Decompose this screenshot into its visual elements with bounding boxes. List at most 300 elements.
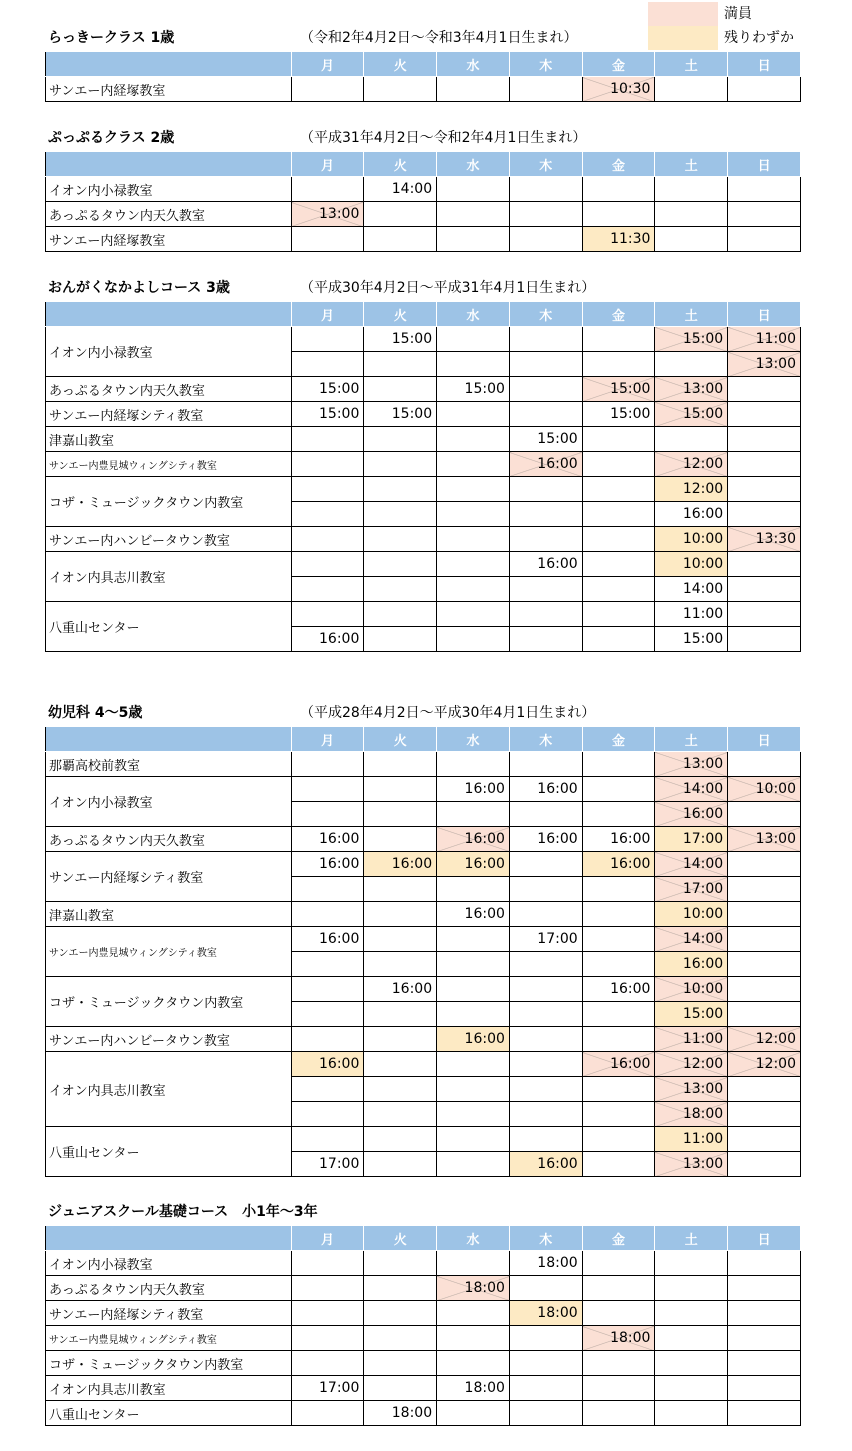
time-slot-full: 18:00 xyxy=(655,1102,728,1127)
time-slot xyxy=(291,1102,364,1127)
day-header: 金 xyxy=(582,152,655,177)
time-slot-full: 11:00 xyxy=(655,1027,728,1052)
time-slot xyxy=(655,427,728,452)
time-slot: 16:00 xyxy=(655,502,728,527)
time-slot-full: 16:00 xyxy=(509,452,582,477)
time-slot xyxy=(509,377,582,402)
time-slot-full: 14:00 xyxy=(655,852,728,877)
classroom-row xyxy=(46,177,801,202)
classroom-name: サンエー内豊見城ウィングシティ教室 xyxy=(46,452,292,477)
time-slot xyxy=(509,402,582,427)
time-slot xyxy=(582,352,655,377)
time-slot xyxy=(364,877,437,902)
time-slot xyxy=(509,1276,582,1301)
schedule-table xyxy=(45,1225,801,1426)
classroom-name: サンエー内経塚シティ教室 xyxy=(46,402,292,427)
day-header-row xyxy=(46,1226,801,1251)
day-header-row xyxy=(46,727,801,752)
time-slot xyxy=(364,1326,437,1351)
schedule-table xyxy=(45,151,801,252)
time-slot xyxy=(509,577,582,602)
classroom-row xyxy=(46,977,801,1002)
time-slot: 14:00 xyxy=(364,177,437,202)
time-slot xyxy=(437,452,510,477)
time-slot xyxy=(364,427,437,452)
day-header: 月 xyxy=(291,1226,364,1251)
day-header: 金 xyxy=(582,1226,655,1251)
time-slot xyxy=(728,802,801,827)
time-slot xyxy=(291,952,364,977)
time-slot xyxy=(728,877,801,902)
time-slot xyxy=(509,1127,582,1152)
section-birth-range: （令和2年4月2日～令和3年4月1日生まれ） xyxy=(300,30,578,46)
time-slot xyxy=(437,227,510,252)
time-slot xyxy=(582,477,655,502)
time-slot xyxy=(291,602,364,627)
time-slot xyxy=(291,1301,364,1326)
time-slot xyxy=(728,952,801,977)
time-slot xyxy=(291,452,364,477)
time-slot xyxy=(655,1351,728,1376)
day-header: 月 xyxy=(291,52,364,77)
time-slot-full: 11:00 xyxy=(728,327,801,352)
time-slot: 16:00 xyxy=(509,777,582,802)
time-slot xyxy=(509,977,582,1002)
time-slot xyxy=(291,752,364,777)
time-slot xyxy=(728,927,801,952)
day-header: 火 xyxy=(364,152,437,177)
time-slot-few: 16:00 xyxy=(582,852,655,877)
time-slot xyxy=(509,352,582,377)
time-slot: 16:00 xyxy=(291,852,364,877)
time-slot xyxy=(364,77,437,102)
classroom-row xyxy=(46,752,801,777)
time-slot xyxy=(364,802,437,827)
time-slot xyxy=(728,752,801,777)
classroom-name: 津嘉山教室 xyxy=(46,427,292,452)
time-slot xyxy=(728,577,801,602)
time-slot xyxy=(437,527,510,552)
classroom-name: 津嘉山教室 xyxy=(46,902,292,927)
section-title: ジュニアスクール基礎コース 小1年～3年 xyxy=(48,1204,318,1220)
time-slot xyxy=(582,927,655,952)
time-slot xyxy=(582,952,655,977)
time-slot xyxy=(728,1326,801,1351)
time-slot xyxy=(364,477,437,502)
time-slot xyxy=(364,902,437,927)
time-slot xyxy=(728,1276,801,1301)
time-slot-full: 13:00 xyxy=(728,352,801,377)
time-slot xyxy=(509,902,582,927)
day-header: 金 xyxy=(582,52,655,77)
day-header: 日 xyxy=(728,727,801,752)
time-slot xyxy=(364,777,437,802)
classroom-row xyxy=(46,1376,801,1401)
classroom-name: あっぷるタウン内天久教室 xyxy=(46,827,292,852)
classroom-name: イオン内小禄教室 xyxy=(46,777,292,827)
day-header: 月 xyxy=(291,152,364,177)
time-slot xyxy=(291,802,364,827)
time-slot-full: 13:00 xyxy=(291,202,364,227)
time-slot-full: 13:00 xyxy=(655,1152,728,1177)
time-slot xyxy=(291,502,364,527)
time-slot xyxy=(437,77,510,102)
time-slot xyxy=(437,752,510,777)
schedule-table xyxy=(45,726,801,1177)
time-slot-full: 14:00 xyxy=(655,927,728,952)
time-slot-few: 16:00 xyxy=(437,1027,510,1052)
time-slot xyxy=(582,1351,655,1376)
time-slot xyxy=(364,1152,437,1177)
time-slot: 16:00 xyxy=(437,777,510,802)
time-slot xyxy=(291,1077,364,1102)
classroom-row xyxy=(46,902,801,927)
time-slot xyxy=(291,1351,364,1376)
time-slot xyxy=(655,1251,728,1276)
classroom-column-header xyxy=(46,302,292,327)
time-slot xyxy=(437,1127,510,1152)
time-slot-full: 10:30 xyxy=(582,77,655,102)
time-slot: 16:00 xyxy=(291,627,364,652)
time-slot xyxy=(437,1401,510,1426)
time-slot-full: 16:00 xyxy=(655,802,728,827)
time-slot xyxy=(437,1002,510,1027)
time-slot xyxy=(364,1276,437,1301)
time-slot xyxy=(291,352,364,377)
time-slot xyxy=(582,1127,655,1152)
time-slot-few: 17:00 xyxy=(655,827,728,852)
time-slot xyxy=(728,1002,801,1027)
time-slot-full: 14:00 xyxy=(655,777,728,802)
time-slot xyxy=(291,902,364,927)
time-slot xyxy=(509,1102,582,1127)
classroom-row xyxy=(46,1326,801,1351)
time-slot xyxy=(728,977,801,1002)
time-slot-full: 13:30 xyxy=(728,527,801,552)
schedule-section xyxy=(0,1200,852,1426)
time-slot xyxy=(291,1326,364,1351)
time-slot xyxy=(582,627,655,652)
time-slot xyxy=(437,202,510,227)
classroom-row xyxy=(46,477,801,502)
time-slot xyxy=(655,1401,728,1426)
section-header xyxy=(0,701,852,726)
time-slot xyxy=(364,752,437,777)
time-slot-full: 15:00 xyxy=(655,402,728,427)
legend-full xyxy=(648,2,848,26)
time-slot xyxy=(437,1152,510,1177)
time-slot xyxy=(509,1002,582,1027)
time-slot xyxy=(509,1077,582,1102)
time-slot xyxy=(364,552,437,577)
day-header-row xyxy=(46,302,801,327)
legend-swatch-full xyxy=(648,2,718,26)
day-header-row xyxy=(46,152,801,177)
classroom-row xyxy=(46,777,801,802)
time-slot xyxy=(582,1002,655,1027)
time-slot: 15:00 xyxy=(291,377,364,402)
section-header xyxy=(0,276,852,301)
day-header: 土 xyxy=(655,727,728,752)
time-slot xyxy=(582,552,655,577)
time-slot: 16:00 xyxy=(582,827,655,852)
time-slot xyxy=(655,1376,728,1401)
time-slot xyxy=(655,77,728,102)
legend-label-few: 残りわずか xyxy=(724,30,794,46)
time-slot xyxy=(728,1251,801,1276)
time-slot: 16:00 xyxy=(364,977,437,1002)
time-slot: 15:00 xyxy=(509,427,582,452)
time-slot xyxy=(728,902,801,927)
time-slot xyxy=(582,752,655,777)
time-slot xyxy=(509,202,582,227)
time-slot xyxy=(582,1027,655,1052)
time-slot-full: 12:00 xyxy=(728,1052,801,1077)
time-slot xyxy=(582,802,655,827)
time-slot xyxy=(364,952,437,977)
day-header: 月 xyxy=(291,727,364,752)
time-slot xyxy=(582,877,655,902)
classroom-row xyxy=(46,852,801,877)
time-slot xyxy=(509,77,582,102)
time-slot: 18:00 xyxy=(437,1376,510,1401)
classroom-name: サンエー内ハンビータウン教室 xyxy=(46,527,292,552)
classroom-row xyxy=(46,827,801,852)
section-title: ぷっぷるクラス 2歳 xyxy=(48,130,175,146)
classroom-row xyxy=(46,1052,801,1077)
day-header: 火 xyxy=(364,302,437,327)
time-slot-few: 18:00 xyxy=(509,1301,582,1326)
day-header: 木 xyxy=(509,727,582,752)
time-slot xyxy=(728,1077,801,1102)
classroom-name: 八重山センター xyxy=(46,1401,292,1426)
classroom-name: サンエー内経塚シティ教室 xyxy=(46,852,292,902)
classroom-name: イオン内小禄教室 xyxy=(46,177,292,202)
section-birth-range: （平成30年4月2日～平成31年4月1日生まれ） xyxy=(300,280,596,296)
time-slot xyxy=(509,477,582,502)
classroom-row xyxy=(46,452,801,477)
section-header xyxy=(0,26,852,51)
time-slot: 18:00 xyxy=(509,1251,582,1276)
time-slot xyxy=(655,1326,728,1351)
time-slot xyxy=(364,1351,437,1376)
time-slot-full: 10:00 xyxy=(728,777,801,802)
classroom-row xyxy=(46,602,801,627)
day-header: 土 xyxy=(655,1226,728,1251)
time-slot: 15:00 xyxy=(437,377,510,402)
time-slot xyxy=(509,952,582,977)
schedule-section xyxy=(0,701,852,1177)
classroom-name: コザ・ミュージックタウン内教室 xyxy=(46,977,292,1027)
classroom-name: イオン内具志川教室 xyxy=(46,552,292,602)
time-slot xyxy=(364,1127,437,1152)
classroom-name: あっぷるタウン内天久教室 xyxy=(46,377,292,402)
time-slot-full: 18:00 xyxy=(582,1326,655,1351)
time-slot xyxy=(437,927,510,952)
day-header: 木 xyxy=(509,52,582,77)
time-slot xyxy=(655,177,728,202)
time-slot xyxy=(728,227,801,252)
time-slot-few: 16:00 xyxy=(291,1052,364,1077)
time-slot xyxy=(728,177,801,202)
day-header: 月 xyxy=(291,302,364,327)
time-slot xyxy=(582,777,655,802)
time-slot xyxy=(437,577,510,602)
time-slot xyxy=(655,202,728,227)
time-slot xyxy=(728,1301,801,1326)
day-header: 日 xyxy=(728,302,801,327)
classroom-name: サンエー内豊見城ウィングシティ教室 xyxy=(46,927,292,977)
schedule-table xyxy=(45,301,801,652)
classroom-row xyxy=(46,1351,801,1376)
classroom-name: イオン内具志川教室 xyxy=(46,1052,292,1127)
time-slot xyxy=(582,602,655,627)
time-slot xyxy=(582,902,655,927)
day-header: 水 xyxy=(437,1226,510,1251)
schedule-section xyxy=(0,26,852,102)
time-slot xyxy=(509,852,582,877)
time-slot-full: 17:00 xyxy=(655,877,728,902)
time-slot xyxy=(509,802,582,827)
time-slot xyxy=(509,502,582,527)
time-slot-few: 16:00 xyxy=(364,852,437,877)
time-slot xyxy=(582,1301,655,1326)
classroom-row xyxy=(46,327,801,352)
section-birth-range: （平成31年4月2日～令和2年4月1日生まれ） xyxy=(300,130,587,146)
classroom-row xyxy=(46,377,801,402)
time-slot: 16:00 xyxy=(291,927,364,952)
time-slot xyxy=(728,477,801,502)
time-slot xyxy=(364,352,437,377)
classroom-name: サンエー内経塚シティ教室 xyxy=(46,1301,292,1326)
time-slot xyxy=(437,952,510,977)
time-slot-few: 15:00 xyxy=(655,1002,728,1027)
time-slot xyxy=(364,502,437,527)
time-slot xyxy=(437,877,510,902)
time-slot xyxy=(364,602,437,627)
time-slot: 15:00 xyxy=(655,627,728,652)
classroom-name: 那覇高校前教室 xyxy=(46,752,292,777)
time-slot xyxy=(364,827,437,852)
time-slot xyxy=(655,1276,728,1301)
time-slot xyxy=(291,1276,364,1301)
time-slot xyxy=(437,1251,510,1276)
time-slot-few: 10:00 xyxy=(655,902,728,927)
time-slot xyxy=(509,327,582,352)
time-slot xyxy=(291,1251,364,1276)
time-slot xyxy=(728,852,801,877)
time-slot: 17:00 xyxy=(509,927,582,952)
section-header xyxy=(0,1200,852,1225)
time-slot xyxy=(437,977,510,1002)
classroom-name: 八重山センター xyxy=(46,1127,292,1177)
time-slot xyxy=(509,1376,582,1401)
time-slot xyxy=(437,352,510,377)
time-slot-full: 12:00 xyxy=(728,1027,801,1052)
day-header: 金 xyxy=(582,727,655,752)
time-slot xyxy=(364,1027,437,1052)
classroom-name: サンエー内豊見城ウィングシティ教室 xyxy=(46,1326,292,1351)
classroom-name: イオン内小禄教室 xyxy=(46,1251,292,1276)
time-slot xyxy=(364,377,437,402)
day-header: 木 xyxy=(509,302,582,327)
time-slot: 14:00 xyxy=(655,577,728,602)
classroom-row xyxy=(46,552,801,577)
time-slot xyxy=(291,427,364,452)
day-header: 土 xyxy=(655,152,728,177)
time-slot xyxy=(437,177,510,202)
time-slot xyxy=(582,1077,655,1102)
time-slot xyxy=(728,402,801,427)
time-slot xyxy=(437,552,510,577)
classroom-name: イオン内具志川教室 xyxy=(46,1376,292,1401)
time-slot xyxy=(728,627,801,652)
time-slot-full: 13:00 xyxy=(655,1077,728,1102)
time-slot xyxy=(509,527,582,552)
time-slot xyxy=(655,227,728,252)
time-slot-full: 15:00 xyxy=(655,327,728,352)
time-slot xyxy=(728,1127,801,1152)
classroom-row xyxy=(46,1401,801,1426)
time-slot: 15:00 xyxy=(364,402,437,427)
time-slot xyxy=(364,227,437,252)
classroom-row xyxy=(46,202,801,227)
classroom-name: コザ・ミュージックタウン内教室 xyxy=(46,477,292,527)
day-header: 土 xyxy=(655,302,728,327)
time-slot-few: 10:00 xyxy=(655,527,728,552)
time-slot-few: 10:00 xyxy=(655,552,728,577)
time-slot xyxy=(582,452,655,477)
time-slot xyxy=(364,1052,437,1077)
classroom-row xyxy=(46,1301,801,1326)
time-slot xyxy=(291,77,364,102)
time-slot xyxy=(291,1401,364,1426)
day-header: 日 xyxy=(728,52,801,77)
classroom-row xyxy=(46,1276,801,1301)
day-header: 水 xyxy=(437,302,510,327)
time-slot xyxy=(437,327,510,352)
classroom-row xyxy=(46,1027,801,1052)
day-header: 木 xyxy=(509,152,582,177)
time-slot xyxy=(582,1276,655,1301)
classroom-name: 八重山センター xyxy=(46,602,292,652)
time-slot xyxy=(728,77,801,102)
time-slot xyxy=(509,1326,582,1351)
time-slot-few: 16:00 xyxy=(509,1152,582,1177)
classroom-row xyxy=(46,1251,801,1276)
time-slot xyxy=(291,577,364,602)
classroom-name: あっぷるタウン内天久教室 xyxy=(46,1276,292,1301)
time-slot xyxy=(655,352,728,377)
time-slot xyxy=(291,227,364,252)
time-slot xyxy=(291,552,364,577)
classroom-column-header xyxy=(46,152,292,177)
time-slot-few: 16:00 xyxy=(655,952,728,977)
classroom-row xyxy=(46,1127,801,1152)
time-slot xyxy=(437,1326,510,1351)
time-slot: 16:00 xyxy=(291,827,364,852)
time-slot xyxy=(437,1052,510,1077)
day-header-row xyxy=(46,52,801,77)
time-slot xyxy=(437,477,510,502)
section-title: おんがくなかよしコース 3歳 xyxy=(48,280,230,296)
time-slot xyxy=(728,602,801,627)
section-header xyxy=(0,126,852,151)
time-slot xyxy=(509,177,582,202)
time-slot xyxy=(728,427,801,452)
classroom-column-header xyxy=(46,52,292,77)
time-slot xyxy=(437,627,510,652)
